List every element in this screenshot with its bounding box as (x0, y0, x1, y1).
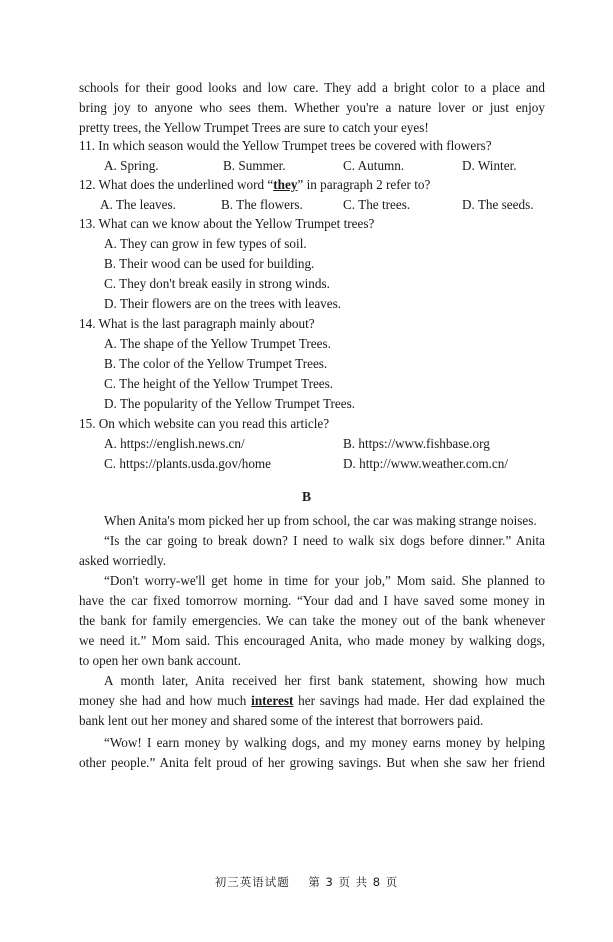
q11-option-c[interactable]: C. Autumn. (343, 158, 405, 173)
b-paragraph-3-line-1: “Don't worry-we'll get home in time for your job,” Mom said. She planned to (104, 573, 545, 588)
intro-line-2: bring joy to anyone who sees them. Whether you're a nature lover or just enjoy (79, 100, 545, 115)
b-paragraph-3-line-2: have the car fixed tomorrow morning. “Your dad and I have saved some money in (79, 593, 545, 608)
b-paragraph-2-line-1: “Is the car going to break down? I need to walk six dogs before dinner.” Anita (104, 533, 545, 548)
q12-stem-post: ” in paragraph 2 refer to? (297, 177, 431, 192)
b-p4-l2-pre: money she had and how much (79, 693, 252, 708)
intro-line-1: schools for their good looks and low care. They add a bright color to a place and (79, 80, 545, 95)
b-paragraph-3-line-4: we need it.” Mom said. This encouraged Anita, who made money by walking dogs, (79, 633, 545, 648)
b-p4-l2-post: her savings had made. Her dad explained the (293, 693, 546, 708)
q12-stem-pre: 12. What does the underlined word “ (79, 177, 274, 192)
q12-option-c[interactable]: C. The trees. (343, 197, 411, 212)
q14-option-d[interactable]: D. The popularity of the Yellow Trumpet Trees. (104, 396, 356, 411)
q15-option-b[interactable]: B. https://www.fishbase.org (343, 436, 490, 451)
q12-option-d[interactable]: D. The seeds. (462, 197, 534, 212)
b-paragraph-2-line-2: asked worriedly. (79, 553, 167, 568)
b-paragraph-3-line-5: to open her own bank account. (79, 653, 241, 668)
q13-option-a[interactable]: A. They can grow in few types of soil. (104, 236, 307, 251)
q13-option-b[interactable]: B. Their wood can be used for building. (104, 256, 315, 271)
underlined-word-they: they (273, 177, 298, 192)
b-paragraph-3-line-3: the bank for family emergencies. We can take the money out of the bank whenever (79, 613, 545, 628)
question-15-stem: 15. On which website can you read this article? (79, 416, 330, 431)
q13-option-c[interactable]: C. They don't break easily in strong winds. (104, 276, 330, 291)
q11-option-b[interactable]: B. Summer. (223, 158, 286, 173)
b-paragraph-5-line-2: other people.” Anita felt proud of her growing savings. But when she saw her friend (79, 755, 545, 770)
q15-option-d[interactable]: D. http://www.weather.com.cn/ (343, 456, 509, 471)
intro-line-3: pretty trees, the Yellow Trumpet Trees are sure to catch your eyes! (79, 120, 429, 135)
question-12-stem (79, 175, 430, 195)
q14-option-a[interactable]: A. The shape of the Yellow Trumpet Trees. (104, 336, 331, 351)
b-paragraph-4-line-1: A month later, Anita received her first bank statement, showing how much (104, 673, 545, 688)
q12-option-a[interactable]: A. The leaves. (100, 197, 176, 212)
b-paragraph-4-line-2 (79, 691, 545, 711)
underlined-word-interest: interest (251, 693, 294, 708)
q12-option-b[interactable]: B. The flowers. (221, 197, 303, 212)
q11-option-a[interactable]: A. Spring. (104, 158, 159, 173)
section-b-title: B (301, 489, 311, 504)
q14-option-b[interactable]: B. The color of the Yellow Trumpet Trees. (104, 356, 328, 371)
question-13-stem: 13. What can we know about the Yellow Trumpet trees? (79, 216, 375, 231)
q13-option-d[interactable]: D. Their flowers are on the trees with leaves. (104, 296, 342, 311)
q15-option-a[interactable]: A. https://english.news.cn/ (104, 436, 245, 451)
b-paragraph-1: When Anita's mom picked her up from school, the car was making strange noises. (104, 513, 537, 528)
b-paragraph-5-line-1: “Wow! I earn money by walking dogs, and my money earns money by helping (104, 735, 545, 750)
question-11-stem: 11. In which season would the Yellow Trumpet trees be covered with flowers? (79, 138, 492, 153)
q11-option-d[interactable]: D. Winter. (462, 158, 517, 173)
q15-option-c[interactable]: C. https://plants.usda.gov/home (104, 456, 272, 471)
q14-option-c[interactable]: C. The height of the Yellow Trumpet Trees. (104, 376, 334, 391)
b-paragraph-4-line-3: bank lent out her money and shared some of the interest that borrowers paid. (79, 713, 484, 728)
page-footer: 初三英语试题 第 3 页 共 8 页 (214, 875, 399, 889)
question-14-stem: 14. What is the last paragraph mainly about? (79, 316, 315, 331)
